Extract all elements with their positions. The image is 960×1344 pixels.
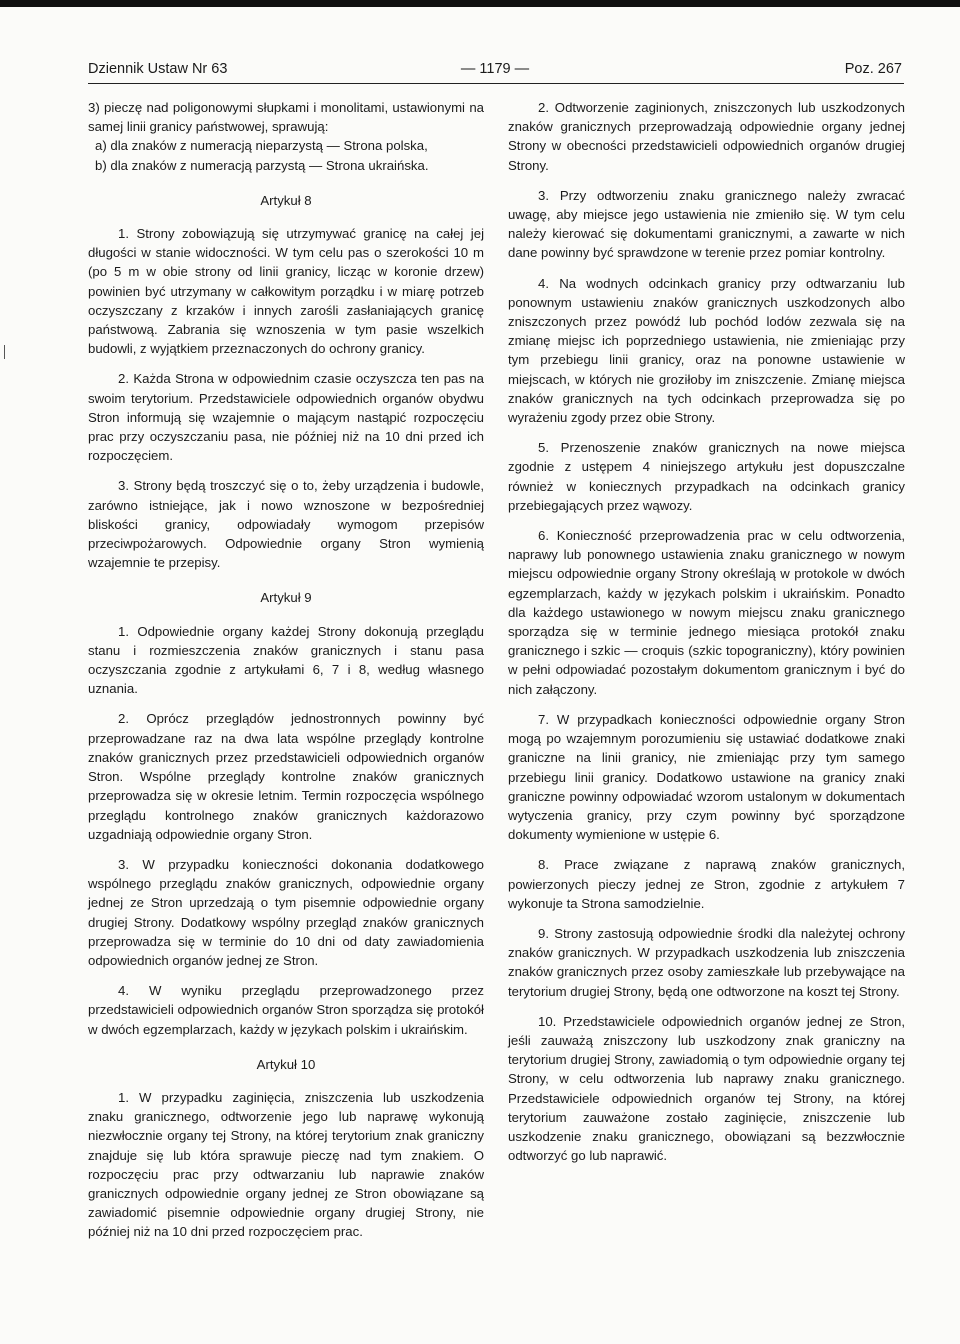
scan-top-border (0, 0, 960, 7)
paragraph: 5. Przenoszenie znaków granicznych na nowe miejsca zgodnie z ustępem 4 niniejszego artykułu jest dopuszczalne również w koniecznych przypadkach na odcinkach granicy przebiegających przez wąwozy. (508, 440, 905, 513)
paragraph: 6. Konieczność przeprowadzenia prac w celu odtworzenia, naprawy lub ponownego ustawienia znaku granicznego w nowym miejscu odpowiednie organy Strony określają w protokole w dwóch egzemplarzach, każdy w językach polskim i ukraińskim. Ponadto dla każdego ustawionego w nowym miejscu znaku granicznego sporządza się w terminie jednego miesiąca protokół znaku granicznego i szkic — croquis (szkic topograniczny), który powinien w pełni odpowiadać pozostałym dokumentom granicznym i być do nich załączony. (508, 528, 905, 697)
paragraph: 2. Oprócz przeglądów jednostronnych powinny być przeprowadzane raz na dwa lata wspólne przeglądy kontrolne znaków granicznych przez przedstawicieli odpowiednich organów Stron. Wspólne przeglądy kontrolne znaków granicznych przeprowadza się w okresie letnim. Termin rozpoczęcia wspólnego przeglądu kontrolnego znaków granicznych każdorazowo uzgadniają odpowiednie organy Stron. (88, 711, 484, 842)
paragraph: 2. Każda Strona w odpowiednim czasie oczyszcza ten pas na swoim terytorium. Przedstawiciele odpowiednich organów obydwu Stron informują się wzajemnie o mającym nastąpić rozpoczęciu prac przy oczyszczaniu pasa, nie później niż na 10 dni przed ich rozpoczęciem. (88, 371, 484, 464)
list-item: a) dla znaków z numeracją nieparzystą — Strona polska, (95, 138, 428, 154)
custody-list (88, 98, 484, 175)
paragraph: 2. Odtworzenie zaginionych, zniszczonych lub uszkodzonych znaków granicznych przeprowadzają odpowiednie organy jednej Strony w obecności przedstawicieli odpowiednich organów drugiej Strony. (508, 100, 905, 173)
position-number: Poz. 267 (844, 61, 902, 77)
paragraph: 1. W przypadku zaginięcia, zniszczenia lub uszkodzenia znaku granicznego, odtworzenie jego lub naprawę wykonują niezwłocznie organy tej Strony, na której terytorium znak graniczny znajduje się lub która sprawuje pieczę nad tym znakiem. O rozpoczęciu prac przy odtwarzaniu lub naprawie znaków granicznych odpowiednie organy jednej ze Stron obowiązane są zawiadomić pisemnie odpowiednie organy drugiej Strony, nie później niż na 10 dni przed rozpoczęciem prac. (88, 1089, 484, 1240)
paragraph: 9. Strony zastosują odpowiednie środki dla należytej ochrony znaków granicznych. W przypadkach uszkodzenia lub zniszczenia znaków granicznych przez osoby zamieszkałe lub przebywające na terytorium drugiej Strony, będą one odtworzone na koszt tej Strony. (508, 925, 905, 999)
paragraph: 3. Przy odtworzeniu znaku granicznego należy zwracać uwagę, aby miejsce jego ustawienia nie zmieniło się. W tym celu należy kierować się dokumentami granicznymi, a zawarte w nich dane powinny być sprawdzone w terenie przez pomiar kontrolny. (508, 187, 905, 261)
paragraph: 8. Prace związane z naprawą znaków granicznych, powierzonych pieczy jednej ze Stron, zgodnie z artykułem 7 wykonuje ta Strona samodzielnie. (508, 857, 905, 911)
page-number: — 1179 — (460, 61, 530, 77)
paragraph: 3. Strony będą troszczyć się o to, żeby urządzenia i budowle, zarówno istniejące, jak i nowo wznoszone w bezpośredniej bliskości granicy, odpowiadały wymogom przepisów przeciwpożarowych. Odpowiednie organy Stron wymienią wzajemnie te przepisy. (88, 478, 484, 571)
list-item: b) dla znaków z numeracją parzystą — Strona ukraińska. (95, 157, 429, 173)
paragraph: 1. Odpowiednie organy każdej Strony dokonują przeglądu stanu i rozmieszczenia znaków granicznych i stanu pasa oczyszczania zgodnie z artykułami 6, 7 i 8, według własnego uznania. (88, 623, 484, 697)
paragraph: 7. W przypadkach konieczności odpowiednie organy Stron mogą po wzajemnym porozumieniu się ustawiać dodatkowe znaki graniczne na linii granicy, nie zmieniając przy tym samego przebiegu linii granicy. Dodatkowo ustawione na granicy znaki graniczne powinny odpowiadać wzorom ustalonym w dokumentach wytyczenia granicy, przy czym powinny być sporządzone dokumenty wymienione w ustępie 6. (508, 711, 905, 843)
left-column (88, 98, 484, 1253)
article-10-heading: Artykuł 10 (256, 1056, 316, 1072)
header-rule (88, 83, 904, 84)
article-8-heading: Artykuł 8 (260, 192, 312, 208)
right-column (508, 98, 905, 1176)
margin-mark (4, 345, 5, 359)
list-intro: 3) pieczę nad poligonowymi słupkami i monolitami, ustawionymi na samej linii granicy państwowej, sprawują: (88, 100, 484, 135)
paragraph: 4. Na wodnych odcinkach granicy przy odtwarzaniu lub ponownym ustawieniu znaków granicznych uszkodzonych albo zniszczonych przez powódź lub pochód lodów zezwala się na zmianę miejsc ich poprzedniego ustawienia, nie zmieniając przy tym przebiegu linii granicy, oraz na ponowne ustawienie w miejscach, w których nie groziłoby im zniszczenie. Zmianę miejsca znaków granicznych na tych odcinkach przeprowadza się po wyrażeniu zgody przez obie Strony. (508, 275, 905, 426)
paragraph: 1. Strony zobowiązują się utrzymywać granicę na całej jej długości w stanie widoczności. W tym celu pas o szerokości 10 m (po 5 m w obie strony od linii granicy, licząc w koronie drzew) powinien być utrzymany w całkowitym porządku i w miarę potrzeb oczyszczany z krzaków i innych zarośli zasłaniających granicę państwową. Zabrania się wznoszenia w tym pasie wszelkich budowli, z wyjątkiem przeznaczonych do ochrony granicy. (88, 226, 484, 357)
paragraph: 10. Przedstawiciele odpowiednich organów jednej ze Stron, jeśli zauważą zniszczony lub uszkodzony znak graniczny na terytorium drugiej Strony, zawiadomią o tym odpowiednie organy tej Strony, w celu odtworzenia lub naprawy znaku granicznego. Przedstawiciele odpowiednich organów tej Strony, na której terytorium zauważone zostało zaginięcie, zniszczenie lub uszkodzenie znaku granicznego, obowiązani są bezzwłocznie odtworzyć go lub naprawić. (508, 1013, 905, 1164)
paragraph: 4. W wyniku przeglądu przeprowadzonego przez przedstawicieli odpowiednich organów Stron sporządza się protokół w dwóch egzemplarzach, każdy w językach polskim i ukraińskim. (88, 983, 484, 1037)
journal-title: Dziennik Ustaw Nr 63 (88, 61, 228, 77)
paragraph: 3. W przypadku konieczności dokonania dodatkowego wspólnego przeglądu znaków granicznych, odpowiednie organy jednej ze Stron uprzedzają o tym pisemnie odpowiednie organy drugiej Strony. Dodatkowy wspólny przegląd znaków granicznych przeprowadza się w terminie do 10 dni od daty zawiadomienia odpowiednich organów jednej ze Stron. (88, 856, 484, 968)
page-header (88, 61, 902, 83)
article-9-heading: Artykuł 9 (260, 590, 312, 606)
